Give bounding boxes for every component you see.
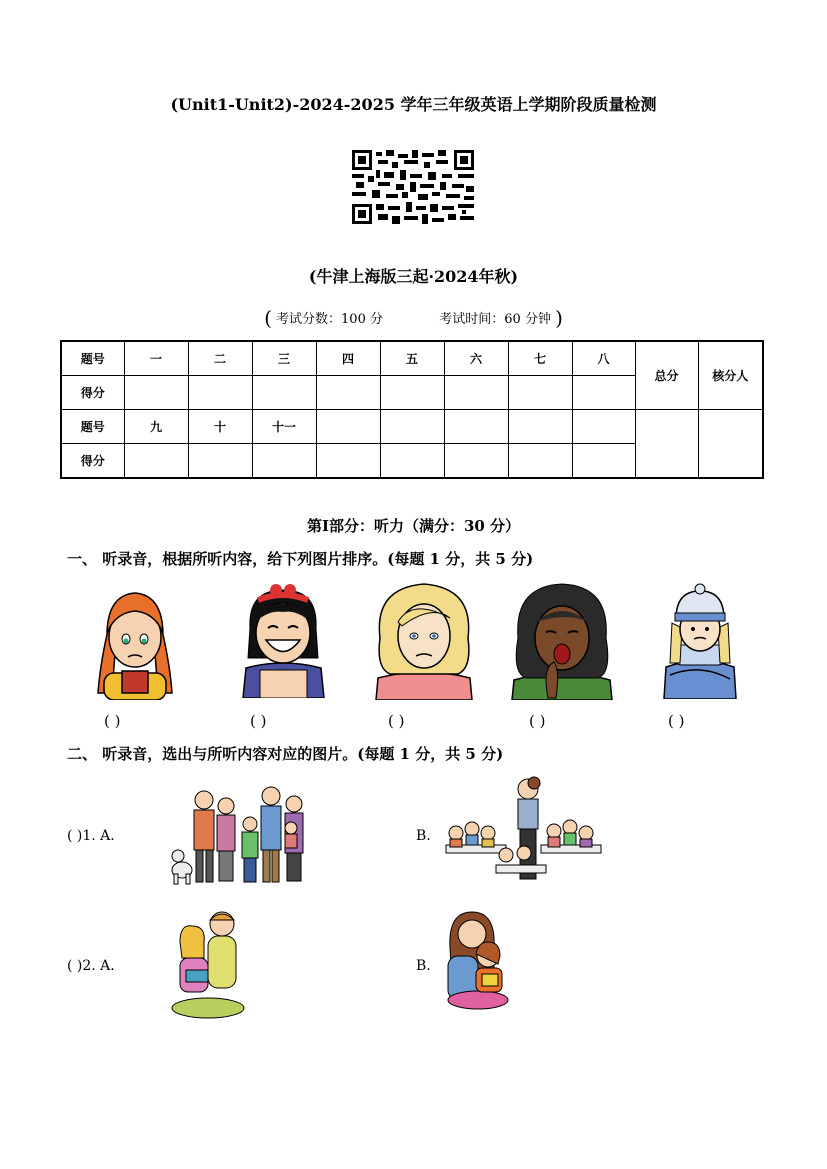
question-1-option-b[interactable]: B.	[416, 828, 431, 844]
table-cell	[316, 410, 380, 444]
total-score-cell[interactable]	[635, 410, 698, 479]
section1-heading: 一、 听录音，根据所听内容，给下列图片排序。(每题 1 分，共 5 分)	[67, 550, 534, 568]
score-input-cell[interactable]	[508, 376, 572, 410]
table-cell	[572, 410, 635, 444]
table-row	[61, 410, 763, 444]
score-input-cell[interactable]	[188, 376, 252, 410]
info-close-paren: )	[555, 306, 563, 330]
table-cell: 十一	[252, 410, 316, 444]
sad-girl-icon	[90, 585, 180, 700]
table-cell	[508, 410, 572, 444]
table-cell	[444, 444, 508, 479]
score-input-cell[interactable]	[252, 444, 316, 479]
father-daughter-icon	[168, 908, 246, 1020]
question-2-prefix: ( )2. A.	[67, 958, 115, 974]
answer-blank[interactable]: ( )	[529, 712, 546, 730]
table-cell: 得分	[61, 444, 124, 479]
part-heading: 第I部分：听力（满分：30 分）	[306, 517, 521, 535]
table-cell	[380, 410, 444, 444]
answer-blank[interactable]: ( )	[668, 712, 685, 730]
question-1-prefix: ( )1. A.	[67, 828, 115, 844]
table-cell: 三	[252, 341, 316, 376]
exam-info	[0, 306, 827, 330]
info-open-paren: (	[264, 306, 272, 330]
score-input-cell[interactable]	[572, 376, 635, 410]
laughing-girl-icon	[236, 578, 331, 698]
exam-time: 考试时间：60 分钟	[439, 312, 551, 327]
answer-blank[interactable]: ( )	[250, 712, 267, 730]
score-input-cell[interactable]	[188, 444, 252, 479]
family-photo-icon	[166, 778, 311, 886]
checker-header: 核分人	[698, 341, 763, 410]
score-input-cell[interactable]	[124, 444, 188, 479]
total-score-header: 总分	[635, 341, 698, 410]
table-cell: 八	[572, 341, 635, 376]
document-title: (Unit1-Unit2)-2024-2025 学年三年级英语上学期阶段质量检测	[170, 95, 657, 114]
table-cell	[444, 410, 508, 444]
table-cell	[508, 444, 572, 479]
score-table	[60, 340, 764, 479]
classroom-icon	[436, 775, 606, 890]
table-cell	[572, 444, 635, 479]
score-input-cell[interactable]	[316, 376, 380, 410]
cold-girl-icon	[660, 583, 740, 699]
question-2-option-b[interactable]: B.	[416, 958, 431, 974]
sick-woman-icon	[372, 578, 477, 700]
answer-blank[interactable]: ( )	[104, 712, 121, 730]
table-cell: 题号	[61, 410, 124, 444]
document-subtitle: (牛津上海版三起·2024年秋)	[308, 267, 519, 286]
answer-blank[interactable]: ( )	[388, 712, 405, 730]
checker-cell[interactable]	[698, 410, 763, 479]
table-cell: 题号	[61, 341, 124, 376]
qr-code	[352, 150, 474, 224]
table-cell	[316, 444, 380, 479]
score-input-cell[interactable]	[444, 376, 508, 410]
yawning-woman-icon	[508, 578, 616, 700]
table-cell: 九	[124, 410, 188, 444]
table-cell: 二	[188, 341, 252, 376]
table-cell: 十	[188, 410, 252, 444]
table-cell: 五	[380, 341, 444, 376]
score-input-cell[interactable]	[124, 376, 188, 410]
table-cell: 得分	[61, 376, 124, 410]
table-cell	[380, 444, 444, 479]
table-cell: 一	[124, 341, 188, 376]
table-cell: 六	[444, 341, 508, 376]
score-input-cell[interactable]	[380, 376, 444, 410]
table-cell: 七	[508, 341, 572, 376]
table-cell: 四	[316, 341, 380, 376]
mother-daughter-icon	[444, 908, 510, 1010]
score-input-cell[interactable]	[252, 376, 316, 410]
exam-score: 考试分数：100 分	[276, 312, 383, 327]
section2-heading: 二、 听录音，选出与所听内容对应的图片。(每题 1 分，共 5 分)	[67, 745, 504, 763]
table-row	[61, 341, 763, 376]
